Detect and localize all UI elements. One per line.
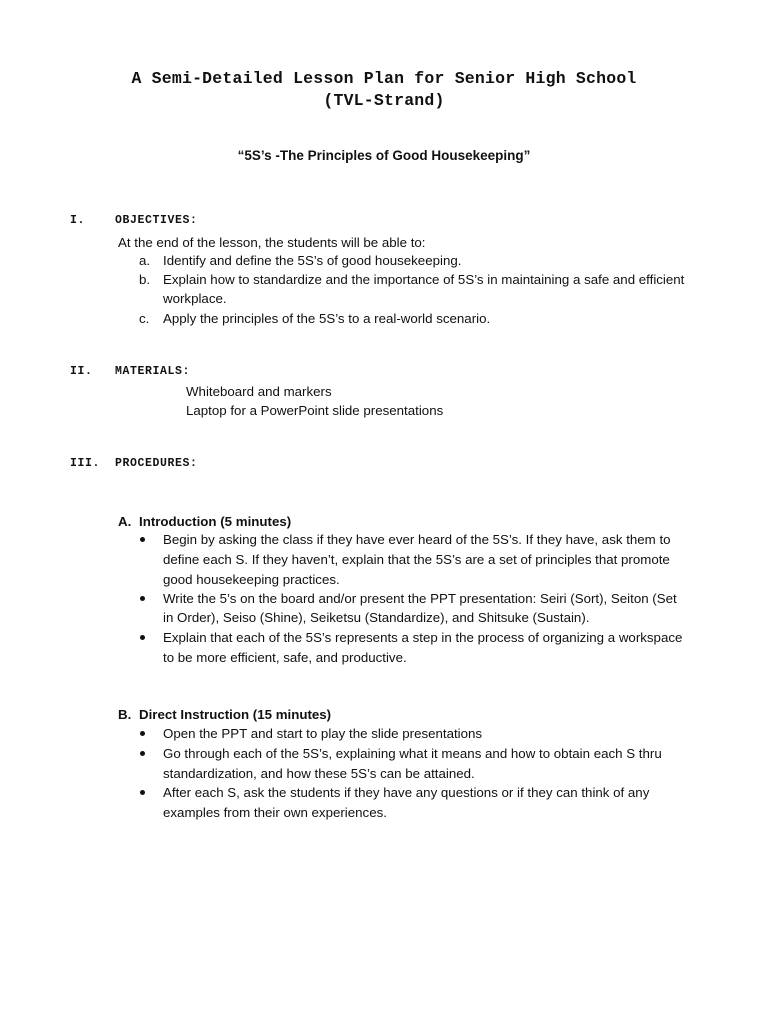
bullet-icon: [140, 596, 145, 601]
procedure-bullet-text: in Order), Seiso (Shine), Seiketsu (Standardize), and Shitsuke (Sustain).: [163, 610, 590, 625]
procedure-bullet-text: Write the 5’s on the board and/or present the PPT presentation: Seiri (Sort), Seiton (Set: [163, 591, 677, 606]
section-number-objectives: I.: [70, 214, 86, 227]
objective-text: Identify and define the 5S’s of good housekeeping.: [163, 253, 462, 268]
material-item: Whiteboard and markers: [186, 384, 332, 399]
bullet-icon: [140, 751, 145, 756]
procedure-marker: B.: [118, 707, 132, 722]
section-heading-objectives: OBJECTIVES:: [115, 214, 198, 227]
procedure-title: Introduction (5 minutes): [139, 514, 292, 529]
material-item: Laptop for a PowerPoint slide presentations: [186, 403, 444, 418]
procedure-title: Direct Instruction (15 minutes): [139, 707, 332, 722]
doc-subtitle-strand: (TVL-Strand): [323, 91, 445, 110]
procedure-bullet-text: After each S, ask the students if they have any questions or if they can think of any: [163, 785, 650, 800]
objective-text: workplace.: [163, 291, 227, 306]
objective-marker: a.: [139, 253, 151, 268]
objective-marker: c.: [139, 311, 150, 326]
procedure-bullet-text: standardization, and how these 5S’s can be attained.: [163, 766, 475, 781]
objective-text: Apply the principles of the 5S’s to a real-world scenario.: [163, 311, 491, 326]
procedure-bullet-text: examples from their own experiences.: [163, 805, 387, 820]
procedure-bullet-text: Open the PPT and start to play the slide presentations: [163, 726, 483, 741]
procedure-bullet-text: Go through each of the 5S’s, explaining what it means and how to obtain each S thru: [163, 746, 662, 761]
procedure-bullet-text: Explain that each of the 5S’s represents a step in the process of organizing a workspace: [163, 630, 683, 645]
procedure-bullet-text: to be more efficient, safe, and productive.: [163, 650, 407, 665]
bullet-icon: [140, 635, 145, 640]
section-heading-materials: MATERIALS:: [115, 365, 191, 378]
section-heading-procedures: PROCEDURES:: [115, 457, 198, 470]
procedure-bullet-text: good housekeeping practices.: [163, 572, 340, 587]
section-number-procedures: III.: [70, 457, 101, 470]
bullet-icon: [140, 537, 145, 542]
procedure-bullet-text: define each S. If they haven’t, explain that the 5S’s are a set of principles that promote: [163, 552, 670, 567]
objective-marker: b.: [139, 272, 151, 287]
objective-text: Explain how to standardize and the importance of 5S’s in maintaining a safe and efficient: [163, 272, 685, 287]
bullet-icon: [140, 790, 145, 795]
doc-topic: “5S’s -The Principles of Good Housekeeping”: [237, 148, 531, 163]
doc-title: A Semi-Detailed Lesson Plan for Senior High School: [131, 69, 637, 88]
procedure-marker: A.: [118, 514, 132, 529]
objectives-intro: At the end of the lesson, the students will be able to:: [118, 235, 426, 250]
procedure-bullet-text: Begin by asking the class if they have ever heard of the 5S’s. If they have, ask them to: [163, 532, 671, 547]
bullet-icon: [140, 731, 145, 736]
section-number-materials: II.: [70, 365, 93, 378]
